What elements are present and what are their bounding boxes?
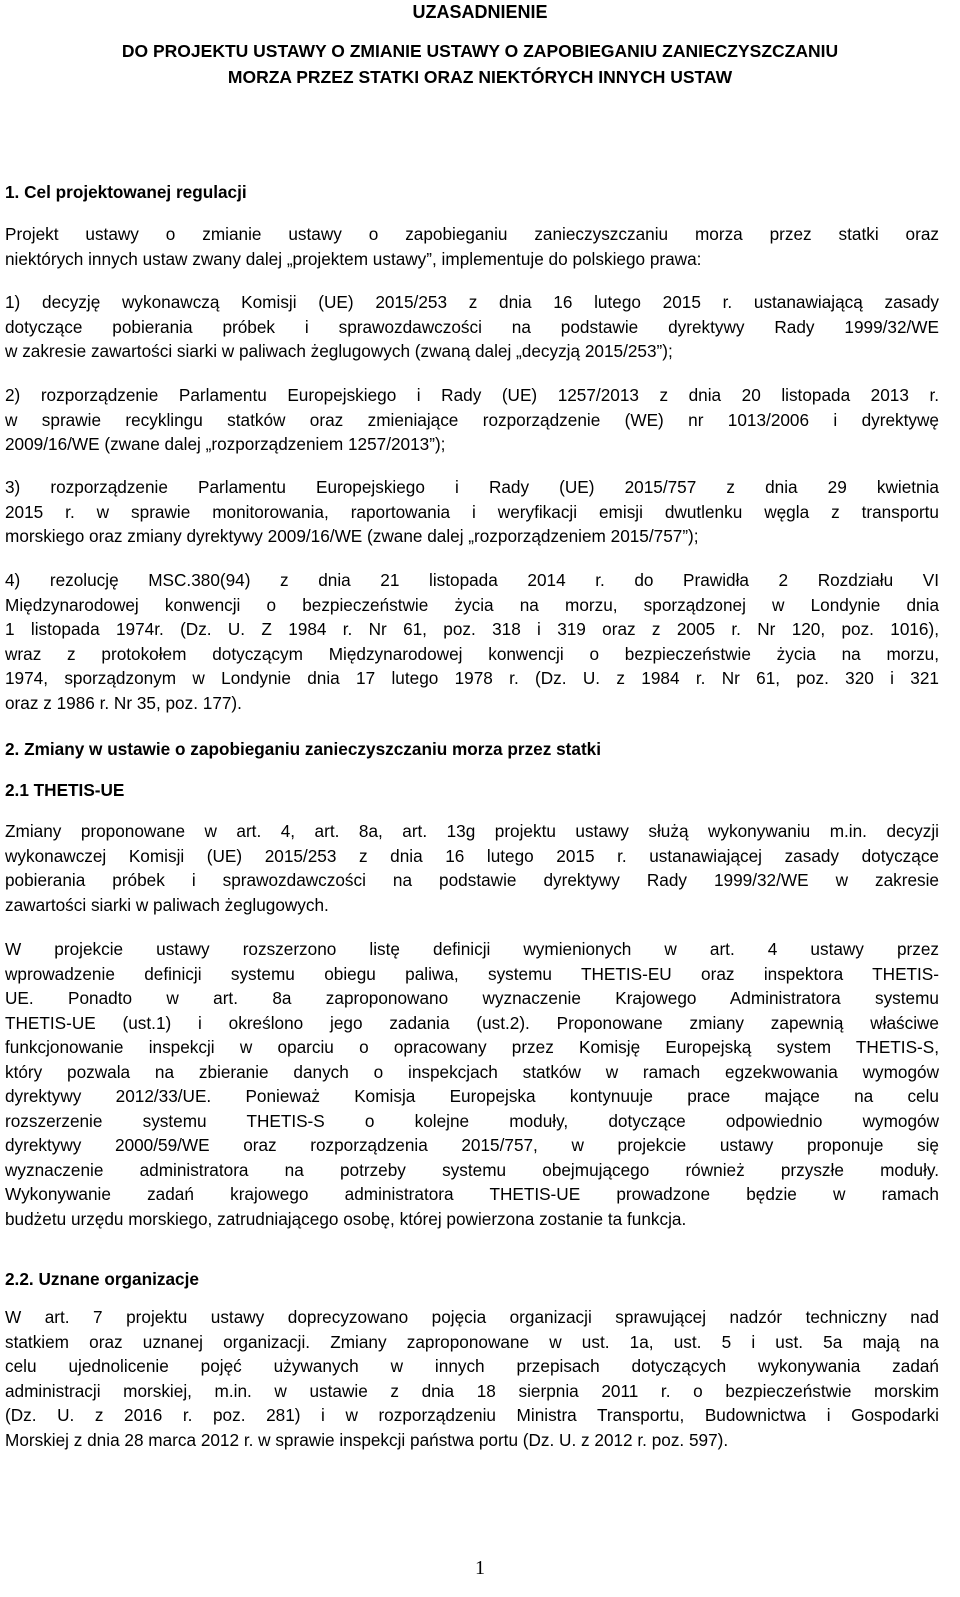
item-4-line-1: 4) rezolucję MSC.380(94) z dnia 21 listopada 2014 r. do Prawidła 2 Rozdziału VI	[5, 570, 939, 590]
p3-line-6: Morskiej z dnia 28 marca 2012 r. w sprawie inspekcji państwa portu (Dz. U. z 2012 r. poz. 597).	[5, 1429, 729, 1450]
item-3-line-2: 2015 r. w sprawie monitorowania, raportowania i weryfikacji emisji dwutlenku węgla z transportu	[5, 501, 939, 522]
item-1-line-3: w zakresie zawartości siarki w paliwach żeglugowych (zwaną dalej „decyzją 2015/253”);	[5, 341, 673, 361]
p2-line-6: który pozwala na zbieranie danych o inspekcjach statków w ramach egzekwowania wymogów	[5, 1061, 939, 1082]
item-3-line-1: 3) rozporządzenie Parlamentu Europejskiego i Rady (UE) 2015/757 z dnia 29 kwietnia	[5, 477, 939, 497]
item-4-line-3: 1 listopada 1974r. (Dz. U. Z 1984 r. Nr 61, poz. 318 i 319 oraz z 2005 r. Nr 120, poz. 1016),	[5, 619, 939, 639]
item-3-line-3: morskiego oraz zmiany dyrektywy 2009/16/WE (zwane dalej „rozporządzeniem 2015/757”);	[5, 526, 699, 546]
p3-line-3: celu ujednolicenie pojęć używanych w innych przepisach dotyczących wykonywania zadań	[5, 1356, 939, 1376]
section-1-heading: 1. Cel projektowanej regulacji	[5, 182, 247, 202]
p2-line-2: wprowadzenie definicji systemu obiegu paliwa, systemu THETIS-EU oraz inspektora THETIS-	[5, 963, 939, 984]
p1-line-2: wykonawczej Komisji (UE) 2015/253 z dnia 16 lutego 2015 r. ustanawiającej zasady dotyczące	[5, 845, 939, 866]
p3-line-4: administracji morskiej, m.in. w ustawie z dnia 18 sierpnia 2011 r. o bezpieczeństwie morskim	[5, 1380, 939, 1401]
item-1-line-2: dotyczące pobierania próbek i sprawozdawczości na podstawie dyrektywy Rady 1999/32/WE	[5, 316, 939, 337]
item-2-line-2: w sprawie recyklingu statków oraz zmieniające rozporządzenie (WE) nr 1013/2006 i dyrektywę	[5, 409, 939, 430]
p3-line-2: statkiem oraz uznanej organizacji. Zmiany zaproponowane w ust. 1a, ust. 5 i ust. 5a mają na	[5, 1331, 939, 1352]
p3-line-5: (Dz. U. z 2016 r. poz. 281) i w rozporządzeniu Ministra Transportu, Budownictwa i Gospodarki	[5, 1405, 939, 1425]
p1-line-1: Zmiany proponowane w art. 4, art. 8a, art. 13g projektu ustawy służą wykonywaniu m.in. decyzji	[5, 821, 939, 841]
item-4-line-2: Międzynarodowej konwencji o bezpieczeństwie życia na morzu, sporządzonej w Londynie dnia	[5, 594, 939, 615]
p1-line-4: zawartości siarki w paliwach żeglugowych.	[5, 894, 329, 915]
document-title: UZASADNIENIE	[412, 2, 548, 22]
p2-line-5: funkcjonowanie inspekcji w oparciu o opracowany przez Komisję Europejską system THETIS-S,	[5, 1037, 939, 1057]
list-item-1	[5, 290, 939, 364]
subsection-2-1-paragraph-2	[5, 937, 939, 1231]
subsection-2-1-paragraph-1	[5, 819, 939, 917]
item-2-line-1: 2) rozporządzenie Parlamentu Europejskiego i Rady (UE) 1257/2013 z dnia 20 listopada 2013 r.	[5, 385, 939, 405]
subsection-2-1-heading: 2.1 THETIS-UE	[5, 780, 125, 800]
p2-line-1: W projekcie ustawy rozszerzono listę definicji wymienionych w art. 4 ustawy przez	[5, 939, 939, 959]
subsection-2-2-paragraph	[5, 1305, 939, 1452]
subtitle-line-2: MORZA PRZEZ STATKI ORAZ NIEKTÓRYCH INNYCH USTAW	[227, 67, 733, 87]
subtitle-line-1: DO PROJEKTU USTAWY O ZMIANIE USTAWY O ZAPOBIEGANIU ZANIECZYSZCZANIU	[121, 41, 839, 61]
item-2-line-3: 2009/16/WE (zwane dalej „rozporządzeniem 1257/2013”);	[5, 434, 446, 454]
p2-line-4: THETIS-UE (ust.1) i określono jego zadania (ust.2). Proponowane zmiany zapewnią właściwe	[5, 1012, 939, 1033]
intro-line-1: Projekt ustawy o zmianie ustawy o zapobieganiu zanieczyszczaniu morza przez statki oraz	[5, 224, 939, 244]
item-1-line-1: 1) decyzję wykonawczą Komisji (UE) 2015/253 z dnia 16 lutego 2015 r. ustanawiającą zasady	[5, 292, 939, 312]
p1-line-3: pobierania próbek i sprawozdawczości na podstawie dyrektywy Rady 1999/32/WE w zakresie	[5, 870, 939, 890]
list-item-3	[5, 475, 939, 549]
p3-line-1: W art. 7 projektu ustawy doprecyzowano pojęcia organizacji sprawującej nadzór techniczny nad	[5, 1307, 939, 1327]
p2-line-8: rozszerzenie systemu THETIS-S o kolejne moduły, dotyczące odpowiednio wymogów	[5, 1110, 939, 1131]
item-4-line-5: 1974, sporządzonym w Londynie dnia 17 lutego 1978 r. (Dz. U. z 1984 r. Nr 61, poz. 320 i 321	[5, 668, 939, 688]
p2-line-11: Wykonywanie zadań krajowego administratora THETIS-UE prowadzone będzie w ramach	[5, 1184, 939, 1204]
item-4-line-4: wraz z protokołem dotyczącym Międzynarodowej konwencji o bezpieczeństwie życia na morzu,	[5, 643, 939, 664]
list-item-2	[5, 383, 939, 457]
p2-line-12: budżetu urzędu morskiego, zatrudniającego osobę, której powierzona zostanie ta funkcja.	[5, 1208, 687, 1229]
p2-line-3: UE. Ponadto w art. 8a zaproponowano wyznaczenie Krajowego Administratora systemu	[5, 988, 939, 1008]
document-subtitle	[0, 38, 960, 90]
section-2-heading: 2. Zmiany w ustawie o zapobieganiu zanieczyszczaniu morza przez statki	[5, 739, 601, 759]
section-1-intro	[5, 222, 939, 271]
list-item-4	[5, 568, 939, 715]
item-4-line-6: oraz z 1986 r. Nr 35, poz. 177).	[5, 692, 242, 713]
intro-line-2: niektórych innych ustaw zwany dalej „projektem ustawy”, implementuje do polskiego prawa:	[5, 248, 702, 269]
subsection-2-2-heading: 2.2. Uznane organizacje	[5, 1269, 199, 1289]
p2-line-7: dyrektywy 2012/33/UE. Ponieważ Komisja Europejska kontynuuje prace mające na celu	[5, 1086, 939, 1106]
page-number: 1	[475, 1557, 485, 1579]
p2-line-10: wyznaczenie administratora na potrzeby systemu obejmującego również przyszłe moduły.	[5, 1159, 939, 1180]
p2-line-9: dyrektywy 2000/59/WE oraz rozporządzenia 2015/757, w projekcie ustawy proponuje się	[5, 1135, 939, 1155]
